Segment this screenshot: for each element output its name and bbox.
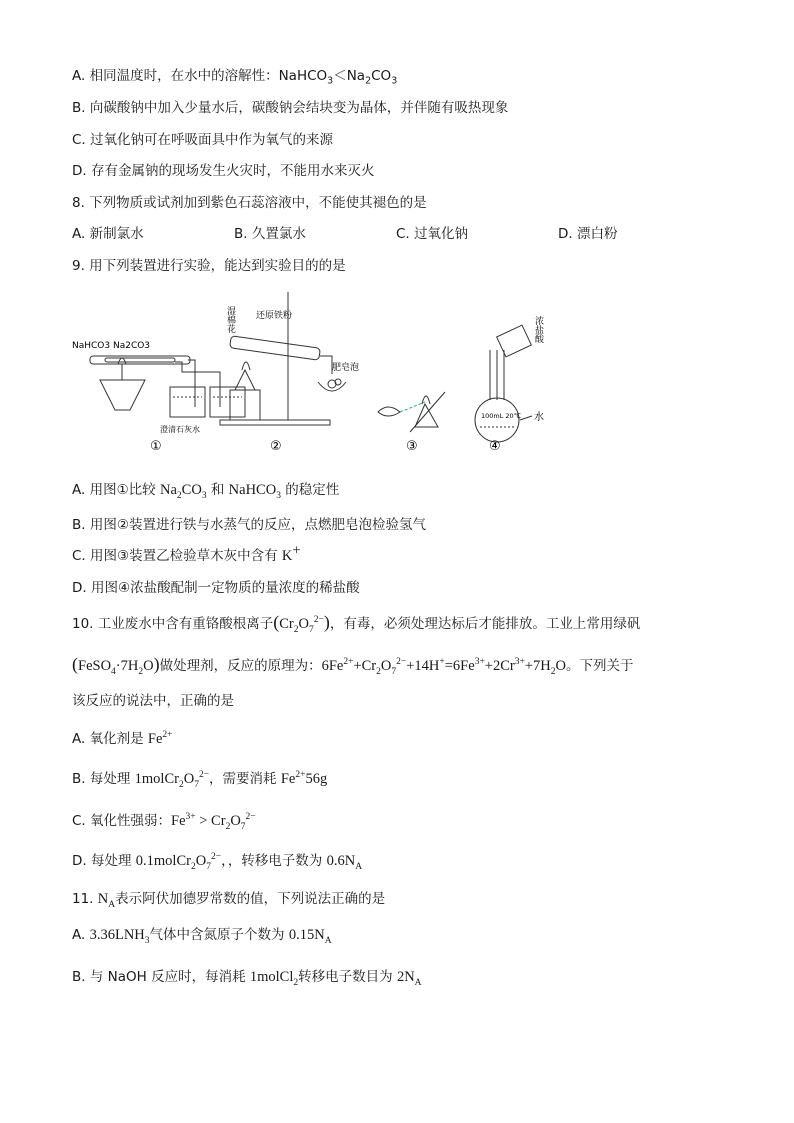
q8-option-b: B. 久置氯水 xyxy=(234,226,306,242)
sight-line xyxy=(400,402,425,412)
q9-option-c: C. 用图③装置乙检验草木灰中含有 K+ xyxy=(72,542,301,564)
q10-option-c: C. 氧化性强弱：$Fe^{3+} > Cr_2O_7^{2-}$ xyxy=(72,812,256,832)
q10-stem-line2: $(FeSO_4\cdot 7H_2O)$做处理剂，反应的原理为：$6Fe^{2+}+Cr_2O_7^{2-}+14H^+=6Fe^{3+}+2Cr^{3+}+7H_2O$。下列关于 xyxy=(72,654,634,677)
beaker-1 xyxy=(170,387,205,417)
fig1-label-salts: NaHCO3 Na2CO3 xyxy=(72,341,151,351)
beaker-2 xyxy=(210,387,245,417)
q8-option-a: A. 新制氯水 xyxy=(72,226,144,242)
iron-stand-base xyxy=(220,420,330,425)
test-tube-inner xyxy=(105,358,175,362)
q8-option-c: C. 过氧化钠 xyxy=(396,226,469,242)
flame-3 xyxy=(422,396,430,404)
q7-option-d: D. 存有金属钠的现场发生火灾时，不能用水来灭火 xyxy=(72,163,375,179)
fig2-label-iron-powder: 还原铁粉 xyxy=(256,311,293,321)
fig2-label-wet-cotton: 湿棉花 xyxy=(225,306,235,333)
q9-option-d: D. 用图④浓盐酸配制一定物质的量浓度的稀盐酸 xyxy=(72,580,360,596)
eye-shape xyxy=(378,407,400,416)
q11-option-a: A. $3.36LNH_3$气体中含氮原子个数为 $0.15N_A$ xyxy=(72,927,332,946)
flame-2 xyxy=(242,362,250,370)
q10-option-a: A. 氧化剂是 $Fe^{2+}$ xyxy=(72,730,173,747)
fig4-number: ④ xyxy=(489,439,501,454)
delivery-tube-3 xyxy=(320,356,332,374)
q10-stem-line1: 10. 工业废水中含有重铬酸根离子$(Cr_2O_7^{2-})$，有毒，必须处理达标后才能排放。工业上常用绿矾 xyxy=(72,612,641,635)
delivery-tube-2 xyxy=(175,362,220,407)
q11-stem: 11. $N_A$表示阿伏加德罗常数的值，下列说法正确的是 xyxy=(72,891,386,910)
q7-option-b: B. 向碳酸钠中加入少量水后，碳酸钠会结块变为晶体，并伴随有吸热现象 xyxy=(72,100,509,116)
reagent-beaker xyxy=(497,325,532,357)
q10-option-d: D. 每处理 $0.1molCr_2O_7^{2-}$，，转移电子数为 $0.6N_A$ xyxy=(72,852,363,872)
flame-1 xyxy=(118,358,126,364)
hard-glass-tube xyxy=(230,336,321,360)
evaporating-dish xyxy=(318,382,346,391)
volumetric-flask xyxy=(475,398,519,442)
q10-stem-line3: 该反应的说法中，正确的是 xyxy=(72,693,234,709)
q9-apparatus-figure xyxy=(70,292,630,462)
q11-option-b: B. 与 NaOH 反应时，每消耗 1molCl$_2$转移电子数目为 $2N_A$ xyxy=(72,969,422,988)
q7-option-c: C. 过氧化钠可在呼吸面具中作为氧气的来源 xyxy=(72,132,334,148)
fig1-label-limewater: 澄清石灰水 xyxy=(160,425,200,434)
q10-option-b: B. 每处理 $1molCr_2O_7^{2-}$，需要消耗 $Fe^{2+}56g$ xyxy=(72,770,328,790)
fig3-number: ③ xyxy=(406,439,418,454)
fig2-label-soap-bubble: 肥皂泡 xyxy=(332,363,360,373)
q9-stem: 9. 用下列装置进行实验，能达到实验目的的是 xyxy=(72,258,346,274)
q8-stem: 8. 下列物质或试剂加到紫色石蕊溶液中，不能使其褪色的是 xyxy=(72,195,427,211)
fig4-label-flask: 100mL 20℃ xyxy=(481,412,521,420)
q7-option-a: A. 相同温度时，在水中的溶解性：$NaHCO_3<Na_2CO_3$ xyxy=(72,68,398,87)
q9-option-b: B. 用图②装置进行铁与水蒸气的反应，点燃肥皂泡检验氢气 xyxy=(72,517,426,533)
alcohol-lamp-3 xyxy=(415,404,438,427)
fig1-number: ① xyxy=(150,439,162,454)
q8-option-d: D. 漂白粉 xyxy=(558,226,618,242)
fig4-label-water: 水 xyxy=(534,412,544,423)
alcohol-lamp-1 xyxy=(100,380,145,410)
delivery-tube-1 xyxy=(188,360,195,407)
fig2-number: ② xyxy=(270,439,282,454)
q9-option-a: A. 用图①比较 $Na_2CO_3$ 和 NaHCO$_3$ 的稳定性 xyxy=(72,482,340,501)
fig4-label-conc-hcl: 浓盐酸 xyxy=(533,316,543,343)
